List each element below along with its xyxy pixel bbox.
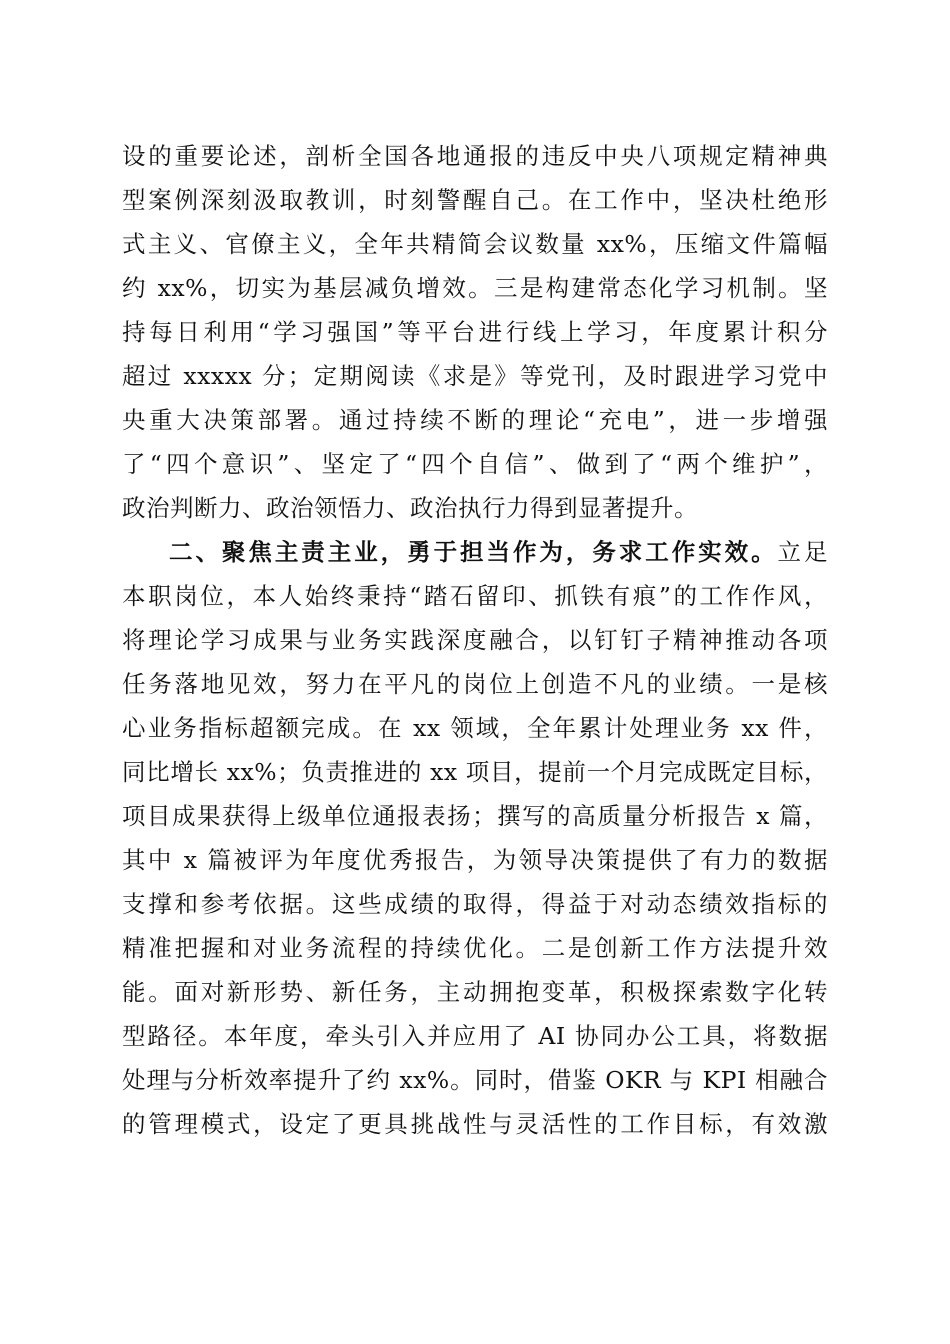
text-line: 央重大决策部署。通过持续不断的理论“充电”，进一步增强 — [122, 406, 828, 434]
text-line: 本职岗位，本人始终秉持“踏石留印、抓铁有痕”的工作作风， — [122, 582, 828, 610]
text-line: 其中 x 篇被评为年度优秀报告，为领导决策提供了有力的数据 — [122, 846, 828, 874]
text-line: 项目成果获得上级单位通报表扬；撰写的高质量分析报告 x 篇， — [122, 802, 828, 830]
text-line: 约 xx%，切实为基层减负增效。三是构建常态化学习机制。坚 — [122, 274, 828, 302]
text-line: 了“四个意识”、坚定了“四个自信”、做到了“两个维护”， — [122, 450, 828, 478]
section-heading-line — [122, 530, 828, 574]
text-line: 支撑和参考依据。这些成绩的取得，得益于对动态绩效指标的 — [122, 890, 828, 918]
text-line: 型案例深刻汲取教训，时刻警醒自己。在工作中，坚决杜绝形 — [122, 186, 828, 214]
text-line: 处理与分析效率提升了约 xx%。同时，借鉴 OKR 与 KPI 相融合 — [122, 1066, 828, 1094]
text-line: 持每日利用“学习强国”等平台进行线上学习，年度累计积分 — [122, 318, 828, 346]
text-line: 同比增长 xx%；负责推进的 xx 项目，提前一个月完成既定目标， — [122, 758, 828, 786]
text-line: 式主义、官僚主义，全年共精简会议数量 xx%，压缩文件篇幅 — [122, 230, 828, 258]
section-2-first-line-tail: 立足 — [777, 538, 829, 566]
text-line: 心业务指标超额完成。在 xx 领域，全年累计处理业务 xx 件， — [122, 714, 828, 742]
text-line: 的管理模式，设定了更具挑战性与灵活性的工作目标，有效激 — [122, 1110, 828, 1138]
text-line: 任务落地见效，努力在平凡的岗位上创造不凡的业绩。一是核 — [122, 670, 828, 698]
text-line: 能。面对新形势、新任务，主动拥抱变革，积极探索数字化转 — [122, 978, 828, 1006]
text-line: 精准把握和对业务流程的持续优化。二是创新工作方法提升效 — [122, 934, 828, 962]
text-line: 将理论学习成果与业务实践深度融合，以钉钉子精神推动各项 — [122, 626, 828, 654]
text-line: 超过 xxxxx 分；定期阅读《求是》等党刊，及时跟进学习党中 — [122, 362, 828, 390]
text-line: 设的重要论述，剖析全国各地通报的违反中央八项规定精神典 — [122, 142, 828, 170]
paragraph-1 — [122, 134, 828, 530]
paragraph-2 — [122, 530, 828, 1146]
text-line: 型路径。本年度，牵头引入并应用了 AI 协同办公工具，将数据 — [122, 1022, 828, 1050]
text-line: 政治判断力、政治领悟力、政治执行力得到显著提升。 — [122, 494, 698, 522]
section-2-heading: 二、聚焦主责主业，勇于担当作为，务求工作实效。 — [169, 538, 778, 566]
